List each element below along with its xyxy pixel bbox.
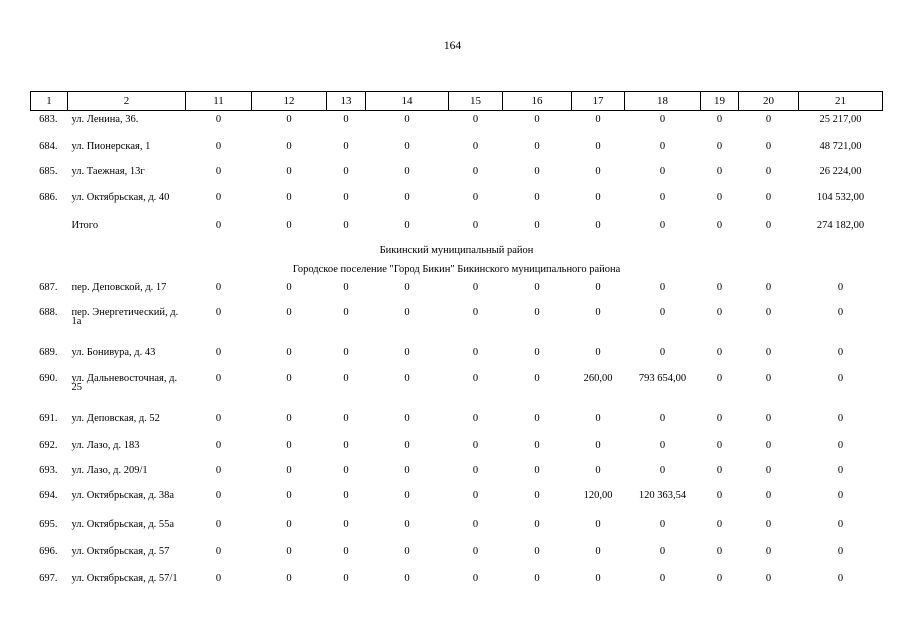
value-cell: 0 [595, 572, 601, 584]
column-header: 21 [799, 92, 883, 111]
address-cell: ул. Октябрьская, д. 40 [71, 191, 170, 203]
value-cell: 0 [765, 140, 772, 152]
value-cell: 0 [659, 412, 666, 424]
value-cell: 0 [215, 464, 222, 476]
value-cell: 0 [343, 489, 349, 501]
column-header: 18 [625, 92, 701, 111]
value-cell: 120,00 [583, 489, 613, 501]
value-cell: 0 [286, 140, 292, 152]
value-cell: 0 [343, 464, 349, 476]
value-cell: 0 [659, 439, 666, 451]
value-cell: 0 [472, 545, 479, 557]
value-cell: 0 [837, 545, 844, 557]
value-cell: 0 [595, 518, 601, 530]
row-number: 694. [39, 489, 58, 501]
value-cell: 0 [404, 489, 410, 501]
row-number: 688. [39, 306, 58, 318]
table-row [31, 370, 883, 410]
value-cell: 0 [837, 372, 844, 384]
value-cell: 0 [716, 545, 723, 557]
column-header: 1 [31, 92, 68, 111]
column-header: 17 [572, 92, 625, 111]
column-header: 11 [186, 92, 252, 111]
column-header: 12 [252, 92, 327, 111]
value-cell: 0 [404, 464, 410, 476]
value-cell: 0 [765, 114, 772, 125]
value-cell: 0 [343, 518, 349, 530]
value-cell: 0 [837, 489, 844, 501]
value-cell: 0 [215, 346, 222, 358]
row-number: 689. [39, 346, 58, 358]
value-cell: 25 217,00 [819, 114, 862, 125]
value-cell: 0 [716, 114, 723, 125]
value-cell: 0 [472, 219, 479, 231]
value-cell: 0 [659, 464, 666, 476]
row-number: 683. [39, 114, 58, 125]
value-cell: 0 [534, 191, 540, 203]
value-cell: 0 [534, 412, 540, 424]
row-number: 697. [39, 572, 58, 584]
row-number: 687. [39, 281, 58, 293]
value-cell: 0 [472, 306, 479, 318]
value-cell: 0 [472, 346, 479, 358]
value-cell: 0 [534, 219, 540, 231]
value-cell: 0 [343, 114, 349, 125]
value-cell: 0 [215, 191, 222, 203]
column-header: 14 [366, 92, 449, 111]
value-cell: 0 [534, 572, 540, 584]
value-cell: 0 [765, 219, 772, 231]
data-table [30, 91, 883, 598]
value-cell: 0 [404, 140, 410, 152]
value-cell: 0 [404, 306, 410, 318]
address-cell: ул. Октябрьская, д. 38а [71, 489, 175, 501]
value-cell: 0 [286, 545, 292, 557]
value-cell: 0 [472, 489, 479, 501]
value-cell: 0 [837, 281, 844, 293]
header-row [31, 92, 883, 111]
address-cell: ул. Таежная, 13г [71, 165, 145, 177]
value-cell: 0 [595, 346, 601, 358]
value-cell: 0 [716, 412, 723, 424]
value-cell: 0 [343, 306, 349, 318]
value-cell: 0 [659, 191, 666, 203]
row-number: 690. [39, 372, 58, 384]
value-cell: 0 [404, 114, 410, 125]
value-cell: 0 [765, 439, 772, 451]
value-cell: 0 [404, 191, 410, 203]
value-cell: 0 [837, 572, 844, 584]
value-cell: 0 [404, 518, 410, 530]
value-cell: 0 [716, 140, 723, 152]
value-cell: 0 [765, 165, 772, 177]
table-row [31, 516, 883, 543]
value-cell: 48 721,00 [819, 140, 862, 152]
value-cell: 0 [215, 306, 222, 318]
value-cell: 0 [595, 191, 601, 203]
value-cell: 0 [765, 545, 772, 557]
row-number: 685. [39, 165, 58, 177]
column-header: 20 [739, 92, 799, 111]
value-cell: 0 [343, 439, 349, 451]
column-header: 2 [68, 92, 186, 111]
table-row [31, 163, 883, 189]
value-cell: 0 [659, 165, 666, 177]
value-cell: 0 [534, 165, 540, 177]
value-cell: 0 [343, 165, 349, 177]
value-cell: 0 [215, 219, 222, 231]
value-cell: 0 [716, 306, 723, 318]
value-cell: 0 [659, 346, 666, 358]
value-cell: 0 [215, 412, 222, 424]
value-cell: 0 [659, 140, 666, 152]
value-cell: 0 [215, 114, 222, 125]
value-cell: 0 [404, 372, 410, 384]
value-cell: 0 [215, 572, 222, 584]
value-cell: 0 [595, 412, 601, 424]
value-cell: 0 [286, 464, 292, 476]
value-cell: 0 [659, 545, 666, 557]
section-title: Бикинский муниципальный район [379, 244, 534, 256]
value-cell: 0 [837, 439, 844, 451]
value-cell: 0 [404, 439, 410, 451]
value-cell: 0 [595, 219, 601, 231]
value-cell: 0 [765, 572, 772, 584]
table-row [31, 217, 883, 241]
value-cell: 0 [404, 545, 410, 557]
value-cell: 0 [215, 439, 222, 451]
value-cell: 0 [659, 572, 666, 584]
value-cell: 260,00 [583, 372, 613, 384]
table-row [31, 304, 883, 344]
value-cell: 0 [215, 372, 222, 384]
table-row [31, 111, 883, 138]
value-cell: 0 [765, 306, 772, 318]
value-cell: 0 [534, 439, 540, 451]
section-row [31, 260, 883, 279]
value-cell: 0 [716, 439, 723, 451]
table-row [31, 487, 883, 516]
value-cell: 0 [404, 165, 410, 177]
value-cell: 0 [215, 281, 222, 293]
value-cell: 0 [765, 281, 772, 293]
value-cell: 0 [404, 346, 410, 358]
value-cell: 0 [472, 412, 479, 424]
value-cell: 0 [343, 545, 349, 557]
value-cell: 104 532,00 [816, 191, 865, 203]
table-row [31, 437, 883, 462]
value-cell: 0 [472, 191, 479, 203]
value-cell: 0 [343, 191, 349, 203]
table-row [31, 189, 883, 217]
value-cell: 0 [286, 489, 292, 501]
value-cell: 274 182,00 [816, 219, 865, 231]
table-body [31, 111, 883, 598]
value-cell: 0 [343, 346, 349, 358]
table-row [31, 279, 883, 304]
value-cell: 0 [716, 165, 723, 177]
value-cell: 0 [404, 219, 410, 231]
value-cell: 0 [286, 412, 292, 424]
value-cell: 0 [659, 219, 666, 231]
row-number: 693. [39, 464, 58, 476]
value-cell: 0 [765, 489, 772, 501]
value-cell: 0 [595, 281, 601, 293]
value-cell: 0 [286, 372, 292, 384]
value-cell: 0 [765, 412, 772, 424]
value-cell: 0 [595, 545, 601, 557]
value-cell: 0 [837, 412, 844, 424]
value-cell: 0 [286, 114, 292, 125]
value-cell: 0 [472, 372, 479, 384]
address-cell: Итого [71, 219, 99, 231]
value-cell: 0 [215, 545, 222, 557]
value-cell: 0 [472, 114, 479, 125]
value-cell: 0 [837, 306, 844, 318]
table-row [31, 138, 883, 163]
value-cell: 0 [404, 572, 410, 584]
table-row [31, 344, 883, 370]
row-number: 686. [39, 191, 58, 203]
value-cell: 0 [472, 140, 479, 152]
value-cell: 0 [716, 489, 723, 501]
value-cell: 0 [286, 306, 292, 318]
value-cell: 0 [215, 165, 222, 177]
value-cell: 120 363,54 [638, 489, 687, 501]
value-cell: 0 [837, 518, 844, 530]
column-header: 19 [701, 92, 739, 111]
address-cell: ул. Октябрьская, д. 57 [71, 545, 170, 557]
address-cell: пер. Энергетический, д. 1а [71, 306, 179, 327]
address-cell: ул. Октябрьская, д. 55а [71, 518, 175, 530]
value-cell: 0 [286, 165, 292, 177]
value-cell: 0 [534, 306, 540, 318]
value-cell: 0 [659, 306, 666, 318]
value-cell: 0 [286, 191, 292, 203]
value-cell: 0 [404, 412, 410, 424]
row-number: 684. [39, 140, 58, 152]
value-cell: 0 [286, 281, 292, 293]
row-number: 692. [39, 439, 58, 451]
address-cell: пер. Деповской, д. 17 [71, 281, 167, 293]
table-row [31, 410, 883, 437]
value-cell: 0 [286, 518, 292, 530]
value-cell: 0 [765, 346, 772, 358]
value-cell: 0 [716, 346, 723, 358]
value-cell: 0 [534, 464, 540, 476]
value-cell: 0 [534, 281, 540, 293]
value-cell: 0 [765, 372, 772, 384]
row-number [31, 217, 68, 241]
value-cell: 0 [472, 439, 479, 451]
value-cell: 793 654,00 [638, 372, 687, 384]
table-row [31, 570, 883, 598]
value-cell: 0 [716, 572, 723, 584]
value-cell: 0 [716, 518, 723, 530]
row-number: 691. [39, 412, 58, 424]
value-cell: 0 [716, 464, 723, 476]
value-cell: 0 [595, 114, 601, 125]
value-cell: 0 [534, 114, 540, 125]
value-cell: 0 [765, 464, 772, 476]
value-cell: 0 [659, 114, 666, 125]
value-cell: 0 [286, 572, 292, 584]
address-cell: ул. Деповская, д. 52 [71, 412, 160, 424]
value-cell: 0 [765, 518, 772, 530]
column-header: 16 [503, 92, 572, 111]
value-cell: 0 [343, 572, 349, 584]
value-cell: 0 [534, 545, 540, 557]
column-header: 15 [449, 92, 503, 111]
value-cell: 0 [837, 346, 844, 358]
value-cell: 0 [472, 464, 479, 476]
value-cell: 0 [534, 372, 540, 384]
value-cell: 0 [534, 489, 540, 501]
value-cell: 0 [595, 165, 601, 177]
value-cell: 0 [215, 140, 222, 152]
value-cell: 0 [765, 191, 772, 203]
value-cell: 0 [659, 281, 666, 293]
row-number: 695. [39, 518, 58, 530]
value-cell: 0 [595, 306, 601, 318]
value-cell: 0 [595, 464, 601, 476]
value-cell: 0 [472, 281, 479, 293]
section-title: Городское поселение "Город Бикин" Бикинского муниципального района [292, 263, 621, 275]
address-cell: ул. Бонивура, д. 43 [71, 346, 156, 358]
value-cell: 0 [716, 191, 723, 203]
value-cell: 0 [286, 346, 292, 358]
value-cell: 0 [286, 439, 292, 451]
value-cell: 0 [404, 281, 410, 293]
value-cell: 0 [534, 140, 540, 152]
page-number: 164 [443, 40, 462, 52]
value-cell: 0 [343, 140, 349, 152]
address-cell: ул. Лазо, д. 183 [71, 439, 140, 451]
value-cell: 0 [534, 518, 540, 530]
address-cell: ул. Пионерская, 1 [71, 140, 151, 152]
value-cell: 0 [595, 140, 601, 152]
address-cell: ул. Дальневосточная, д. 25 [71, 372, 178, 393]
column-header: 13 [327, 92, 366, 111]
row-number: 696. [39, 545, 58, 557]
value-cell: 0 [534, 346, 540, 358]
value-cell: 0 [343, 219, 349, 231]
value-cell: 0 [837, 464, 844, 476]
value-cell: 0 [343, 412, 349, 424]
value-cell: 0 [215, 518, 222, 530]
value-cell: 26 224,00 [819, 165, 862, 177]
table-row [31, 543, 883, 570]
value-cell: 0 [716, 219, 723, 231]
value-cell: 0 [716, 281, 723, 293]
value-cell: 0 [472, 518, 479, 530]
value-cell: 0 [343, 372, 349, 384]
value-cell: 0 [215, 489, 222, 501]
section-row [31, 241, 883, 260]
address-cell: ул. Ленина, 36. [71, 114, 139, 125]
value-cell: 0 [343, 281, 349, 293]
value-cell: 0 [472, 572, 479, 584]
address-cell: ул. Октябрьская, д. 57/1 [71, 572, 178, 584]
value-cell: 0 [716, 372, 723, 384]
value-cell: 0 [659, 518, 666, 530]
address-cell: ул. Лазо, д. 209/1 [71, 464, 148, 476]
value-cell: 0 [286, 219, 292, 231]
value-cell: 0 [472, 165, 479, 177]
table-row [31, 462, 883, 487]
value-cell: 0 [595, 439, 601, 451]
